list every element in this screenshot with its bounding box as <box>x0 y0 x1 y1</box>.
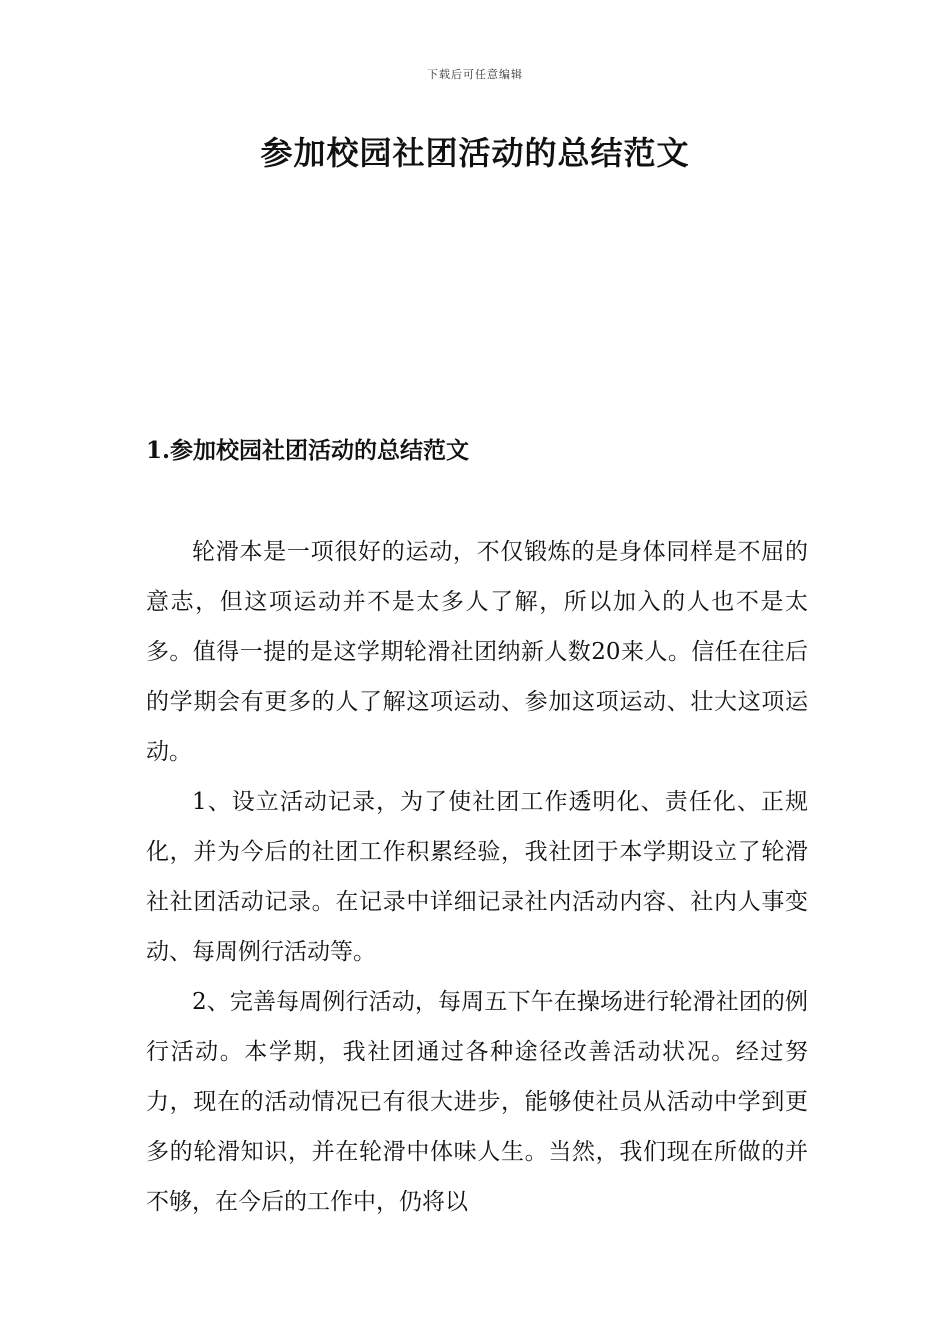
paragraph-activity-record: 1、设立活动记录，为了使社团工作透明化、责任化、正规化，并为今后的社团工作积累经验，我社团于本学期设立了轮滑社社团活动记录。在记录中详细记录社内活动内容、社内人事变动、每周例行活动等。 <box>146 789 808 965</box>
paragraph-intro: 轮滑本是一项很好的运动，不仅锻炼的是身体同样是不屈的意志，但这项运动并不是太多人了解，所以加入的人也不是太多。值得一提的是这学期轮滑社团纳新人数20来人。信任在往后的学期会有更多的人了解这项运动、参加这项运动、壮大这项运动。 <box>146 539 808 765</box>
body-text <box>146 527 808 1227</box>
paragraph-weekly-activity: 2、完善每周例行活动，每周五下午在操场进行轮滑社团的例行活动。本学期，我社团通过各种途径改善活动状况。经过努力，现在的活动情况已有很大进步，能够使社员从活动中学到更多的轮滑知识，并在轮滑中体味人生。当然，我们现在所做的并不够，在今后的工作中，仍将以 <box>146 989 808 1215</box>
section-heading: 1.参加校园社团活动的总结范文 <box>146 437 470 464</box>
header-note: 下载后可任意编辑 <box>427 68 523 81</box>
document-title: 参加校园社团活动的总结范文 <box>260 134 690 172</box>
